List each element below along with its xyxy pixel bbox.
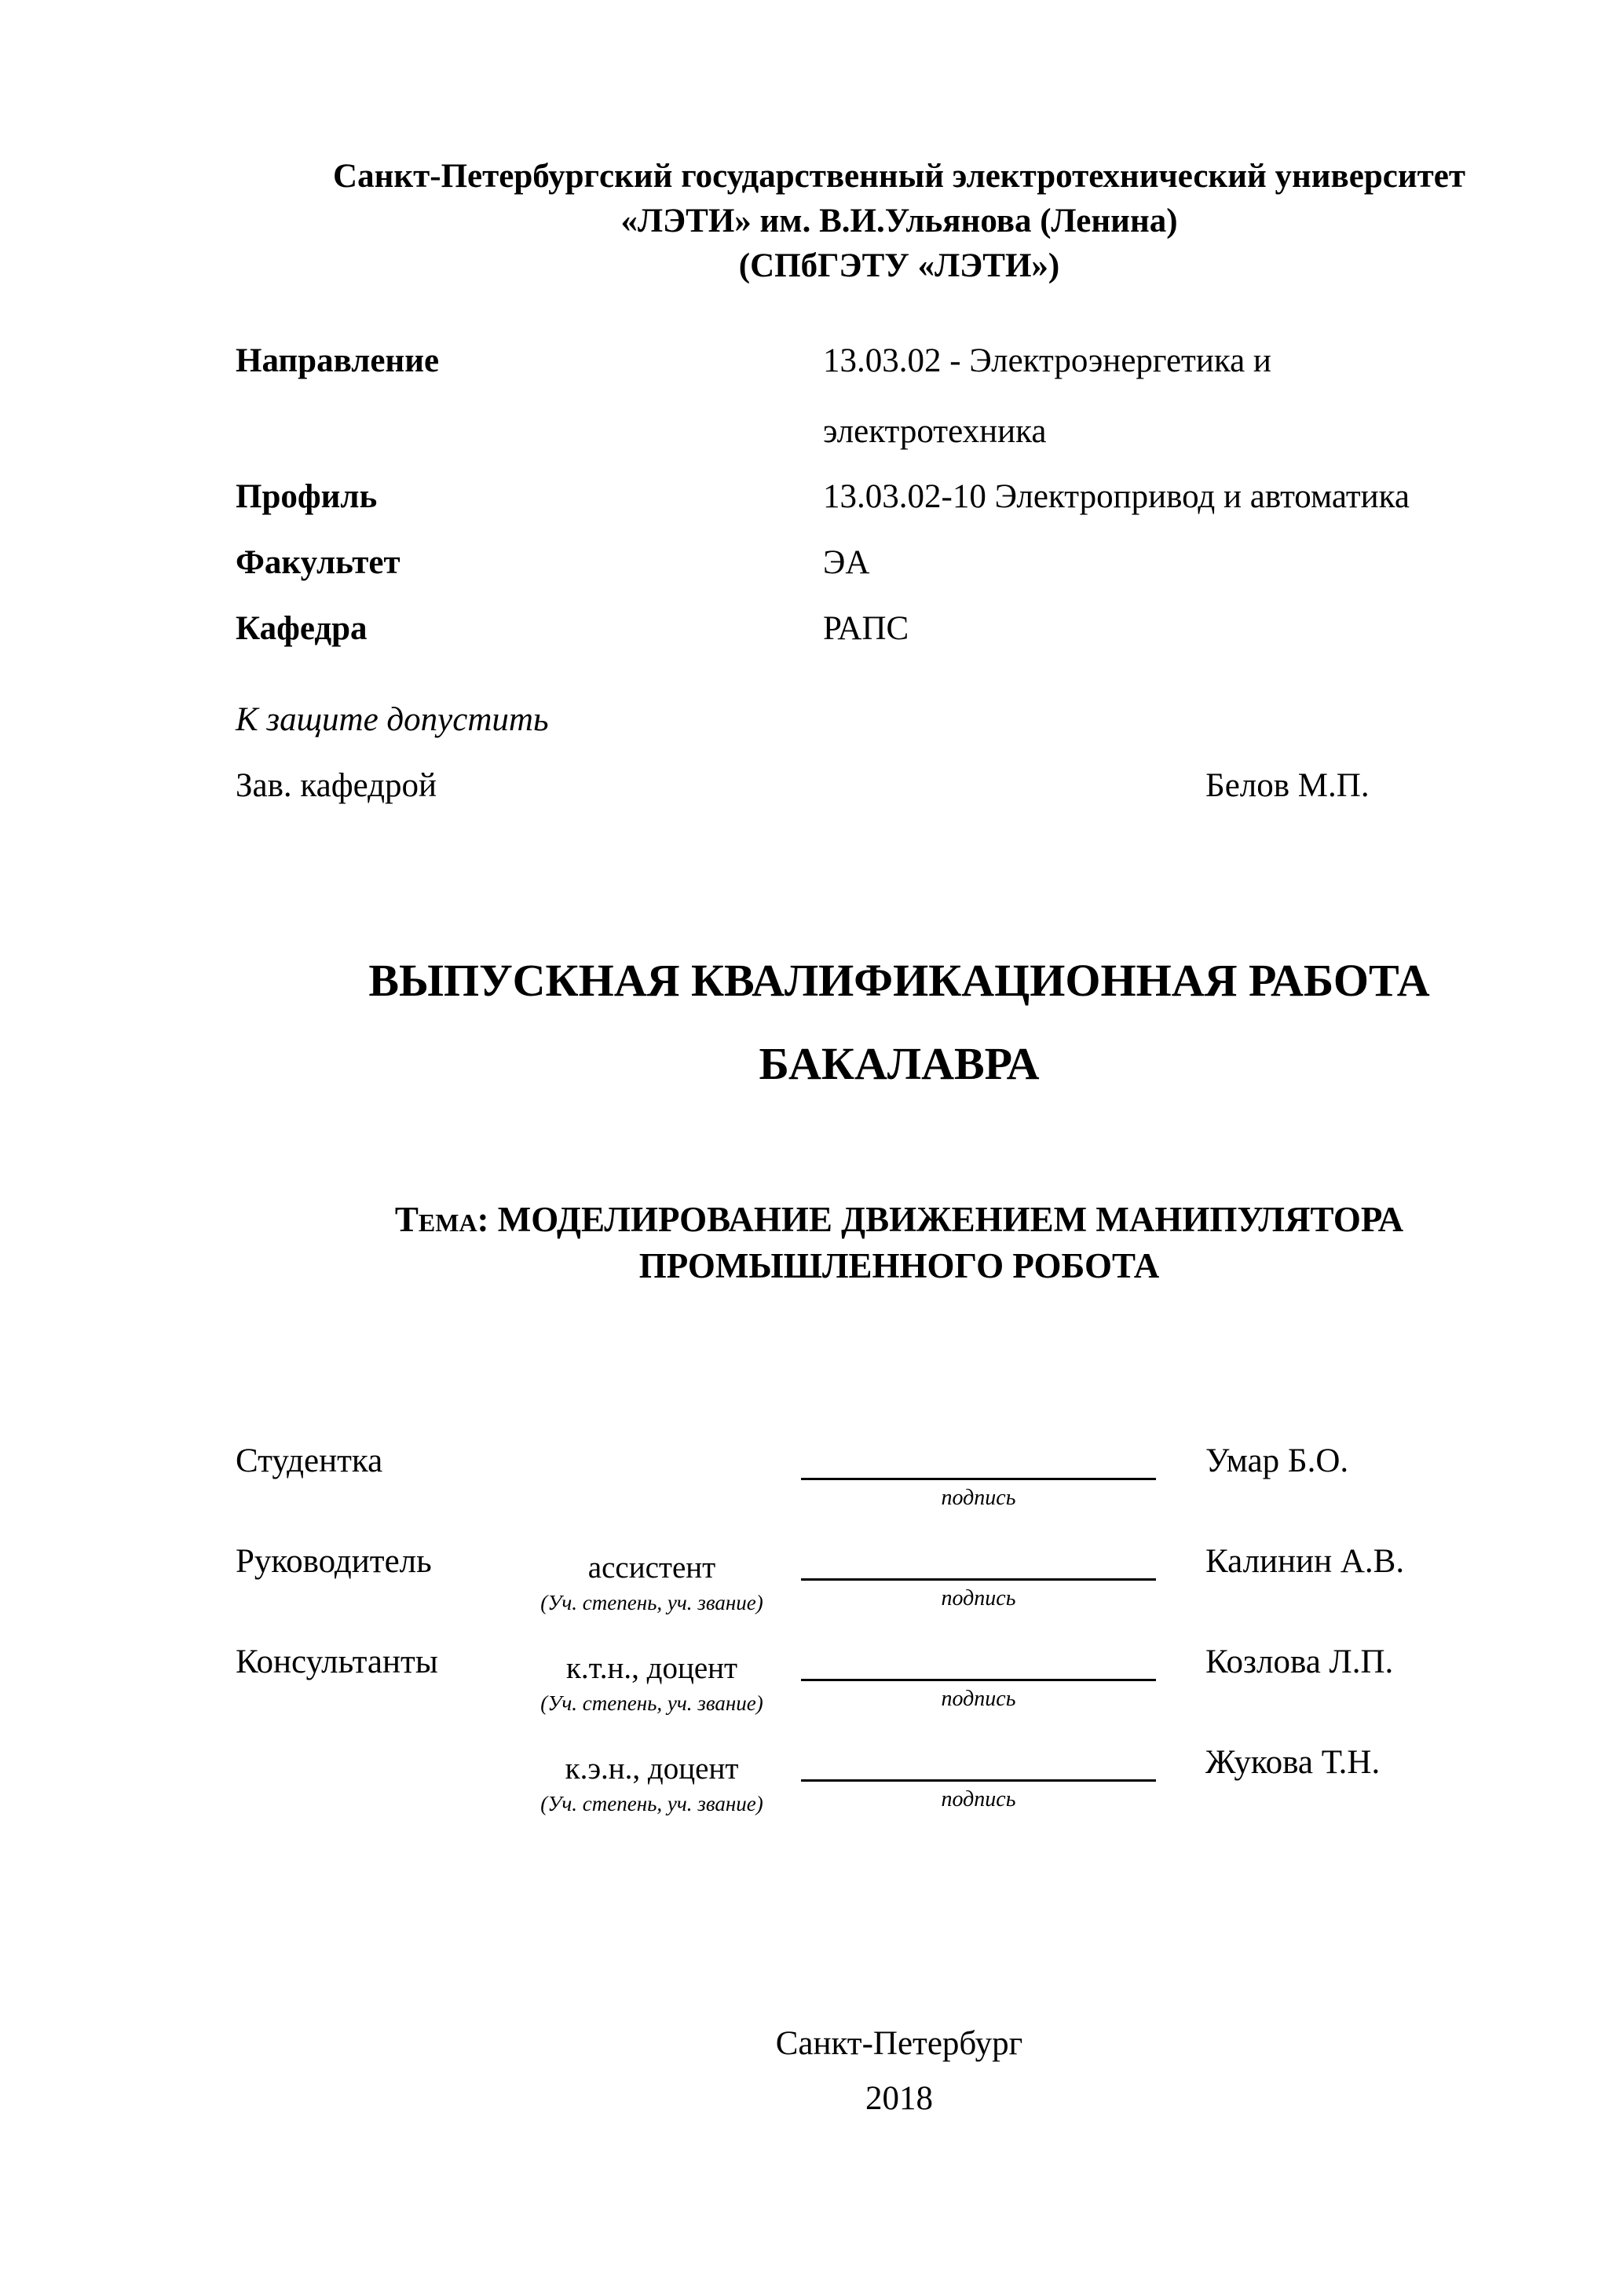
main-title: [236, 939, 1563, 1106]
main-title-line2: БАКАЛАВРА: [759, 1038, 1040, 1089]
footer-city: Санкт-Петербург: [775, 2025, 1023, 2062]
signature-line: [801, 1442, 1156, 1480]
signature-row-student: [236, 1442, 1563, 1542]
signature-role-label: Руководитель: [236, 1543, 432, 1580]
field-value-faculty: ЭА: [823, 544, 870, 581]
signature-role-label: Студентка: [236, 1442, 383, 1479]
theme-prefix: Тема:: [394, 1200, 489, 1239]
field-label-profile: Профиль: [236, 478, 378, 515]
admission-statement: К защите допустить: [236, 701, 549, 738]
signature-role-label: Консультанты: [236, 1643, 438, 1680]
field-label-department: Кафедра: [236, 610, 368, 647]
degree-caption: (Уч. степень, уч. звание): [540, 1792, 763, 1815]
university-header: [236, 154, 1563, 288]
degree-caption: (Уч. степень, уч. звание): [540, 1691, 763, 1715]
field-label-direction: Направление: [236, 342, 440, 379]
signature-line: [801, 1743, 1156, 1782]
department-head-name: Белов М.П.: [1205, 767, 1370, 804]
signature-qualification: ассистент: [587, 1551, 716, 1585]
field-value-direction: 13.03.02 - Электроэнергетика и: [823, 342, 1271, 379]
field-value-direction-line2: электротехника: [823, 413, 1047, 450]
university-name-line1: Санкт-Петербургский государственный электротехнический университет: [333, 158, 1465, 195]
main-title-line1: ВЫПУСКНАЯ КВАЛИФИКАЦИОННАЯ РАБОТА: [368, 955, 1430, 1006]
theme-text-line2: ПРОМЫШЛЕННОГО РОБОТА: [638, 1246, 1160, 1285]
signature-person-name: Жукова Т.Н.: [1205, 1744, 1381, 1781]
signature-caption: подпись: [941, 1586, 1016, 1610]
thesis-theme: [236, 1197, 1563, 1289]
university-name-line3: (СПбГЭТУ «ЛЭТИ»): [738, 247, 1060, 284]
signature-line: [801, 1542, 1156, 1581]
field-value-department: РАПС: [823, 610, 909, 647]
signature-row-consultant-2: [236, 1743, 1563, 1844]
signature-row-consultant-1: [236, 1643, 1563, 1743]
signature-person-name: Козлова Л.П.: [1205, 1643, 1394, 1680]
field-value-profile: 13.03.02-10 Электропривод и автоматика: [823, 478, 1410, 515]
signature-caption: подпись: [941, 1787, 1016, 1812]
signature-person-name: Умар Б.О.: [1205, 1442, 1349, 1479]
signature-qualification: к.э.н., доцент: [565, 1752, 739, 1786]
department-head-label: Зав. кафедрой: [236, 767, 437, 804]
signature-person-name: Калинин А.В.: [1205, 1543, 1405, 1580]
theme-line1: [236, 1197, 1563, 1243]
signature-caption: подпись: [941, 1486, 1016, 1510]
theme-text-line1: МОДЕЛИРОВАНИЕ ДВИЖЕНИЕМ МАНИПУЛЯТОРА: [488, 1200, 1404, 1239]
signature-row-supervisor: [236, 1542, 1563, 1643]
signature-line: [801, 1643, 1156, 1681]
signature-caption: подпись: [941, 1687, 1016, 1711]
footer-year: 2018: [865, 2080, 933, 2117]
signature-qualification: к.т.н., доцент: [565, 1651, 738, 1685]
degree-caption: (Уч. степень, уч. звание): [540, 1591, 763, 1614]
field-label-faculty: Факультет: [236, 544, 401, 581]
university-name-line2: «ЛЭТИ» им. В.И.Ульянова (Ленина): [620, 203, 1178, 239]
